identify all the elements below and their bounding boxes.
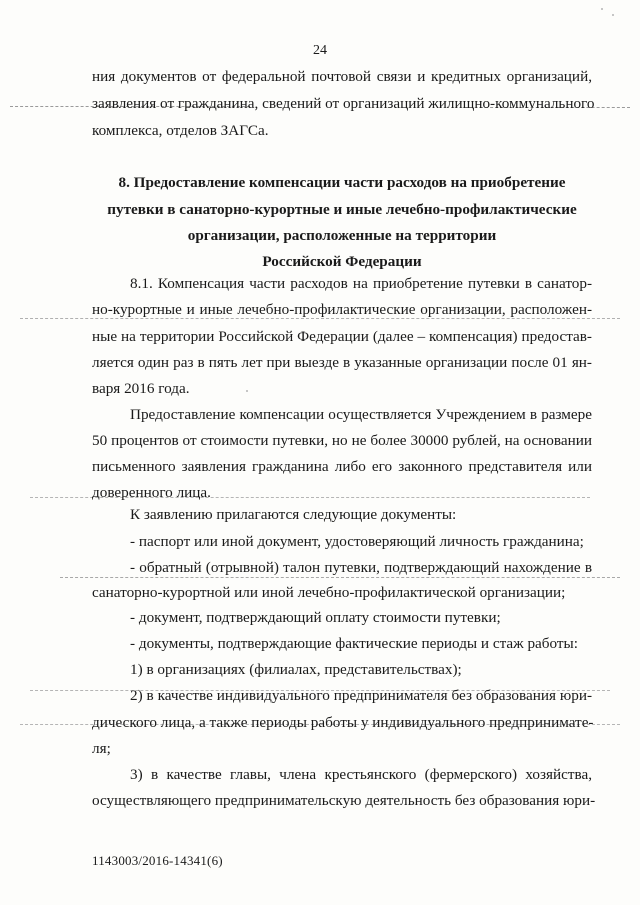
text-line: варя 2016 года. [92, 380, 190, 397]
text-line: 50 процентов от стоимости путевки, но не более 30000 рублей, на основании [92, 432, 592, 449]
text-line: К заявлению прилагаются следующие документы: [130, 506, 457, 523]
section-heading-line: 8. Предоставление компенсации части расходов на приобретение [118, 174, 566, 191]
section-heading-line: путевки в санаторно-курортные и иные лечебно-профилактические [107, 201, 577, 218]
text-line: ния документов от федеральной почтовой связи и кредитных организаций, [92, 68, 592, 85]
list-item: 2) в качестве индивидуального предпринимателя без образования юри- [130, 687, 592, 704]
text-line: осуществляющего предпринимательскую деятельность без образования юри- [92, 792, 596, 809]
text-line: ляется один раз в пять лет при выезде в указанные организации после 01 ян- [92, 354, 592, 371]
text-line: санаторно-курортной или иной лечебно-профилактической организации; [92, 584, 566, 601]
text-line: ля; [92, 740, 111, 757]
section-heading-line: организации, расположенные на территории [187, 227, 497, 244]
scan-speck [612, 14, 614, 16]
document-code: 1143003/2016-14341(6) [92, 853, 223, 868]
scan-artifact [60, 577, 620, 578]
section-heading-line: Российской Федерации [262, 253, 422, 270]
text-line: 8.1. Компенсация части расходов на приобретение путевки в санатор- [130, 275, 592, 292]
text-line: ные на территории Российской Федерации (далее – компенсация) предостав- [92, 328, 592, 345]
list-item: 3) в качестве главы, члена крестьянского (фермерского) хозяйства, [130, 766, 592, 783]
list-item: - документы, подтверждающие фактические периоды и стаж работы: [130, 635, 578, 652]
list-item: - обратный (отрывной) талон путевки, подтверждающий нахождение в [130, 559, 592, 576]
text-line: заявления от гражданина, сведений от организаций жилищно-коммунального [92, 95, 595, 112]
text-line: доверенного лица. [92, 484, 211, 501]
text-line: письменного заявления гражданина либо его законного представителя или [92, 458, 592, 475]
text-line: Предоставление компенсации осуществляется Учреждением в размере [130, 406, 592, 423]
text-line: но-курортные и иные лечебно-профилактические организации, расположен- [92, 301, 592, 318]
text-line: комплекса, отделов ЗАГСа. [92, 122, 269, 139]
page-number: 24 [313, 43, 327, 58]
text-line: дического лица, а также периоды работы у индивидуального предпринимате- [92, 714, 594, 731]
list-item: 1) в организациях (филиалах, представительствах); [130, 661, 462, 678]
list-item: - документ, подтверждающий оплату стоимости путевки; [130, 609, 501, 626]
list-item: - паспорт или иной документ, удостоверяющий личность гражданина; [130, 533, 584, 550]
scan-speck [601, 8, 603, 10]
